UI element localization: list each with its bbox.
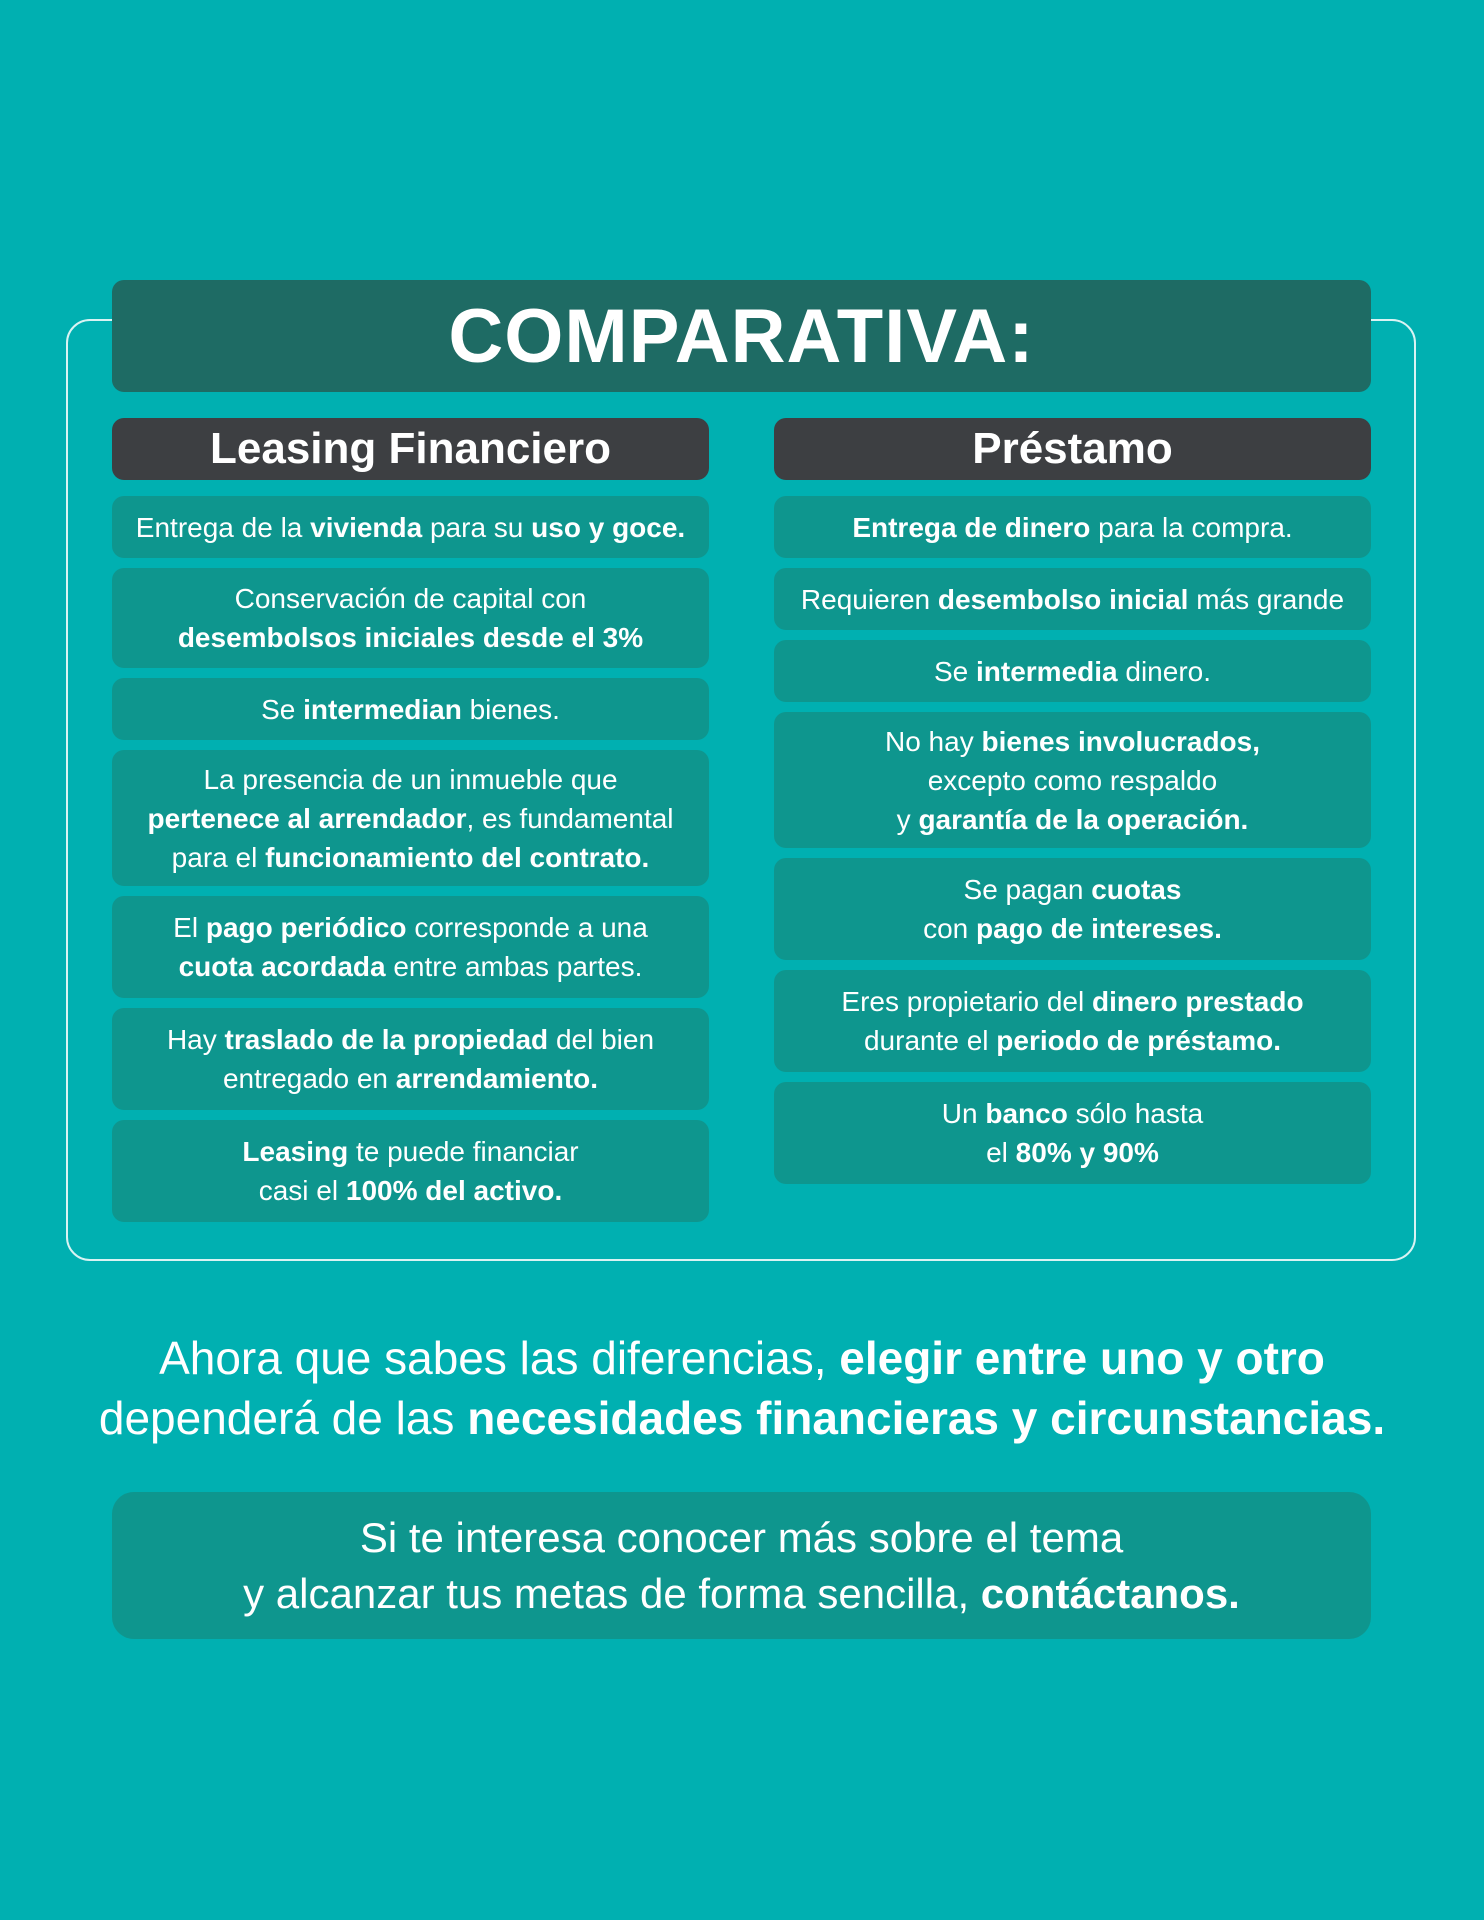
leasing-row: Leasing te puede financiar casi el 100% del activo.: [112, 1120, 709, 1222]
page-title: COMPARATIVA:: [112, 280, 1371, 392]
leasing-row: Se intermedian bienes.: [112, 678, 709, 740]
leasing-row: Conservación de capital con desembolsos iniciales desde el 3%: [112, 568, 709, 668]
prestamo-header: Préstamo: [774, 418, 1371, 480]
leasing-row: La presencia de un inmueble que pertenece al arrendador, es fundamental para el funcionamiento del contrato.: [112, 750, 709, 886]
leasing-column: [112, 418, 709, 1232]
leasing-header: Leasing Financiero: [112, 418, 709, 480]
leasing-row: El pago periódico corresponde a una cuota acordada entre ambas partes.: [112, 896, 709, 998]
prestamo-row: Se intermedia dinero.: [774, 640, 1371, 702]
leasing-row: Hay traslado de la propiedad del bien entregado en arrendamiento.: [112, 1008, 709, 1110]
conclusion-text: Ahora que sabes las diferencias, elegir entre uno y otro dependerá de las necesidades financieras y circunstancias.: [98, 1332, 1386, 1444]
prestamo-row: No hay bienes involucrados, excepto como respaldo y garantía de la operación.: [774, 712, 1371, 848]
prestamo-row: Un banco sólo hasta el 80% y 90%: [774, 1082, 1371, 1184]
prestamo-row: Se pagan cuotas con pago de intereses.: [774, 858, 1371, 960]
prestamo-row: Requieren desembolso inicial más grande: [774, 568, 1371, 630]
prestamo-row: Eres propietario del dinero prestado durante el periodo de préstamo.: [774, 970, 1371, 1072]
contact-cta[interactable]: Si te interesa conocer más sobre el tema y alcanzar tus metas de forma sencilla, contáctanos.: [112, 1492, 1371, 1639]
prestamo-column: [774, 418, 1371, 1194]
prestamo-row: Entrega de dinero para la compra.: [774, 496, 1371, 558]
leasing-row: Entrega de la vivienda para su uso y goce.: [112, 496, 709, 558]
